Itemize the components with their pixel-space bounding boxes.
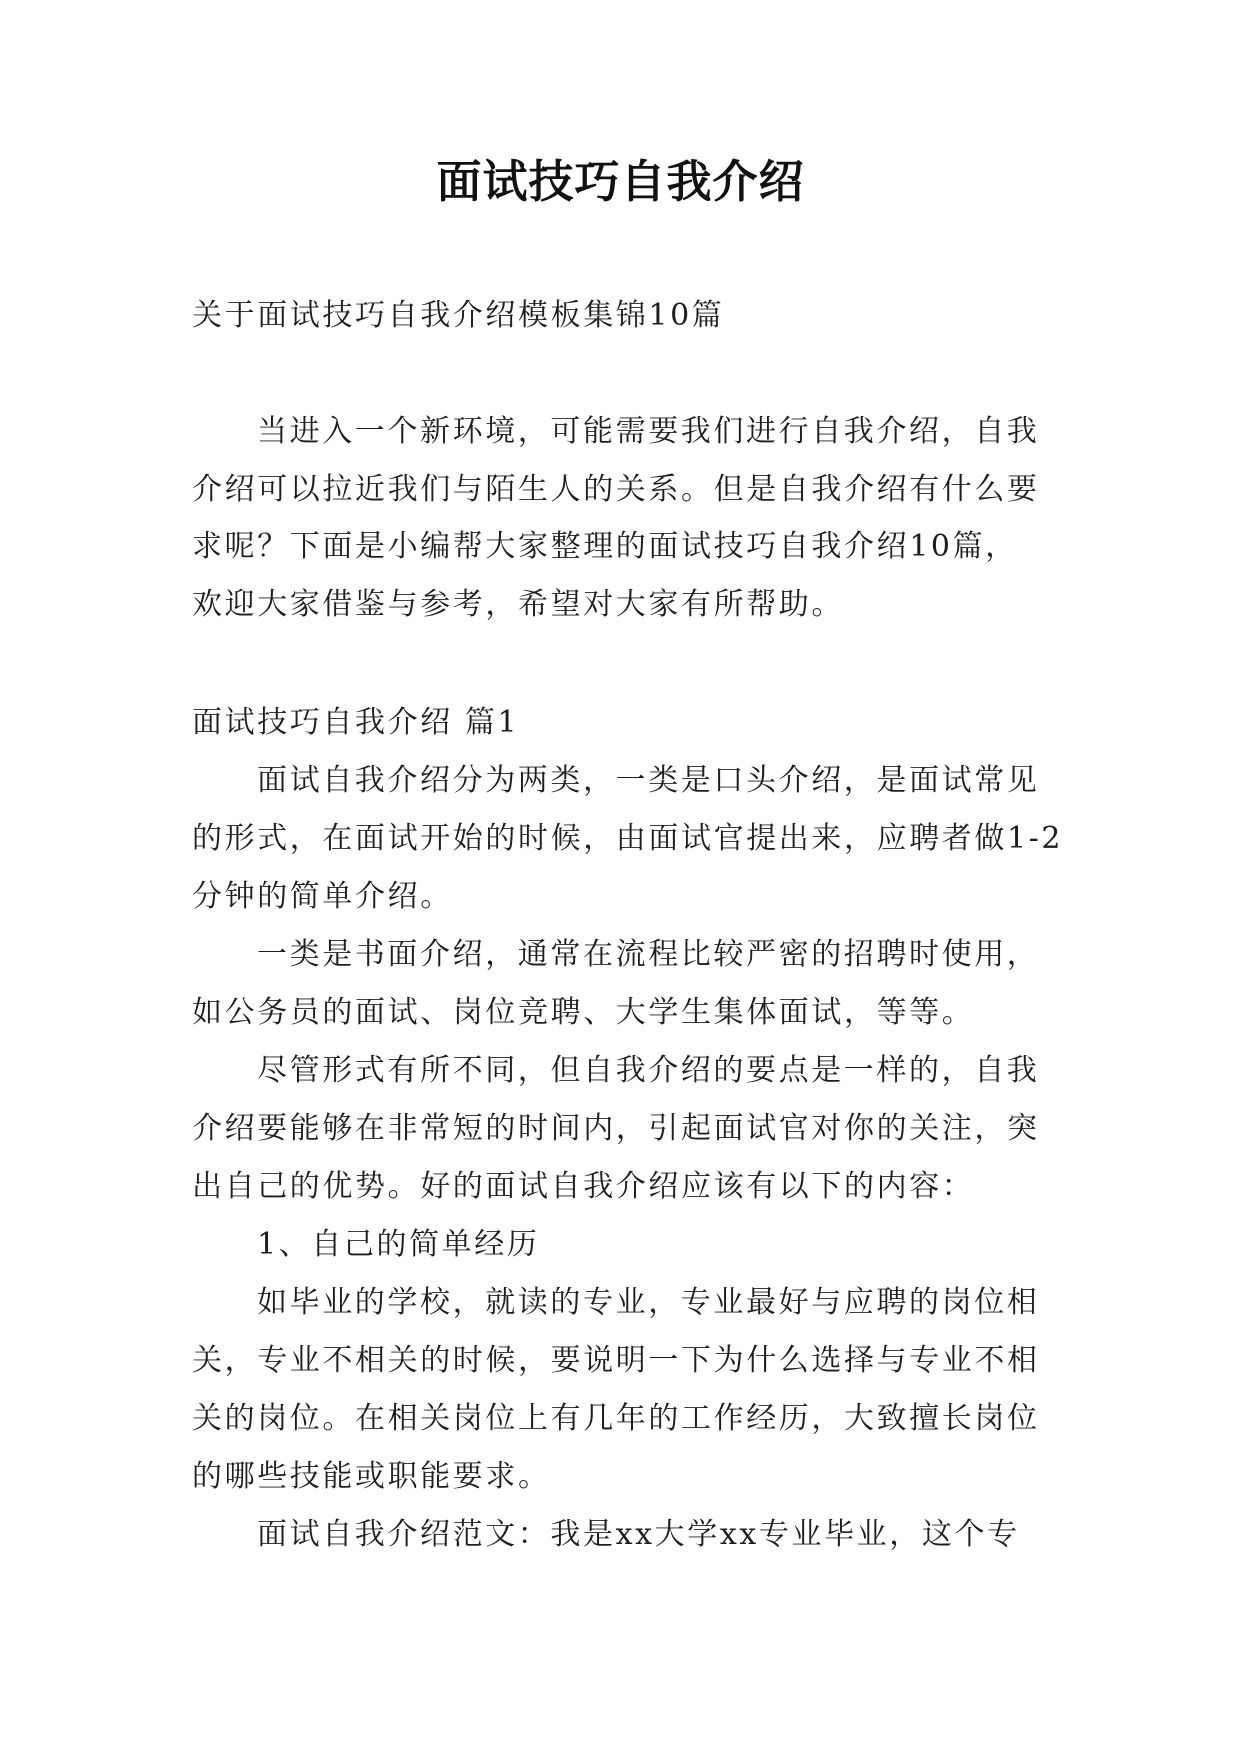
paragraph-line: 如毕业的学校，就读的专业，专业最好与应聘的岗位相 [257, 1285, 1040, 1320]
paragraph-line: 求呢？下面是小编帮大家整理的面试技巧自我介绍10篇， [192, 529, 1018, 564]
paragraph-line: 分钟的简单介绍。 [192, 879, 453, 914]
paragraph-line: 的哪些技能或职能要求。 [192, 1459, 551, 1494]
paragraph-line: 出自己的优势。好的面试自我介绍应该有以下的内容： [192, 1169, 975, 1204]
list-item-heading: 1、自己的简单经历 [257, 1227, 540, 1262]
paragraph-line: 面试自我介绍分为两类，一类是口头介绍，是面试常见 [257, 763, 1040, 798]
section-heading: 面试技巧自我介绍 篇1 [192, 705, 520, 740]
paragraph-line: 面试自我介绍范文：我是xx大学xx专业毕业，这个专 [257, 1517, 1020, 1552]
paragraph-line: 的形式，在面试开始的时候，由面试官提出来，应聘者做1-2 [192, 821, 1064, 856]
paragraph-line: 一类是书面介绍，通常在流程比较严密的招聘时使用， [257, 937, 1040, 972]
document-subtitle: 关于面试技巧自我介绍模板集锦10篇 [192, 298, 725, 333]
paragraph-line: 关，专业不相关的时候，要说明一下为什么选择与专业不相 [192, 1343, 1040, 1378]
paragraph-line: 介绍可以拉近我们与陌生人的关系。但是自我介绍有什么要 [192, 472, 1040, 507]
document-title: 面试技巧自我介绍 [436, 155, 805, 208]
paragraph-line: 关的岗位。在相关岗位上有几年的工作经历，大致擅长岗位 [192, 1401, 1040, 1436]
paragraph-line: 介绍要能够在非常短的时间内，引起面试官对你的关注，突 [192, 1111, 1040, 1146]
paragraph-line: 如公务员的面试、岗位竞聘、大学生集体面试，等等。 [192, 995, 975, 1030]
paragraph-line: 尽管形式有所不同，但自我介绍的要点是一样的，自我 [257, 1053, 1040, 1088]
paragraph-line: 当进入一个新环境，可能需要我们进行自我介绍，自我 [257, 414, 1040, 449]
paragraph-line: 欢迎大家借鉴与参考，希望对大家有所帮助。 [192, 587, 844, 622]
